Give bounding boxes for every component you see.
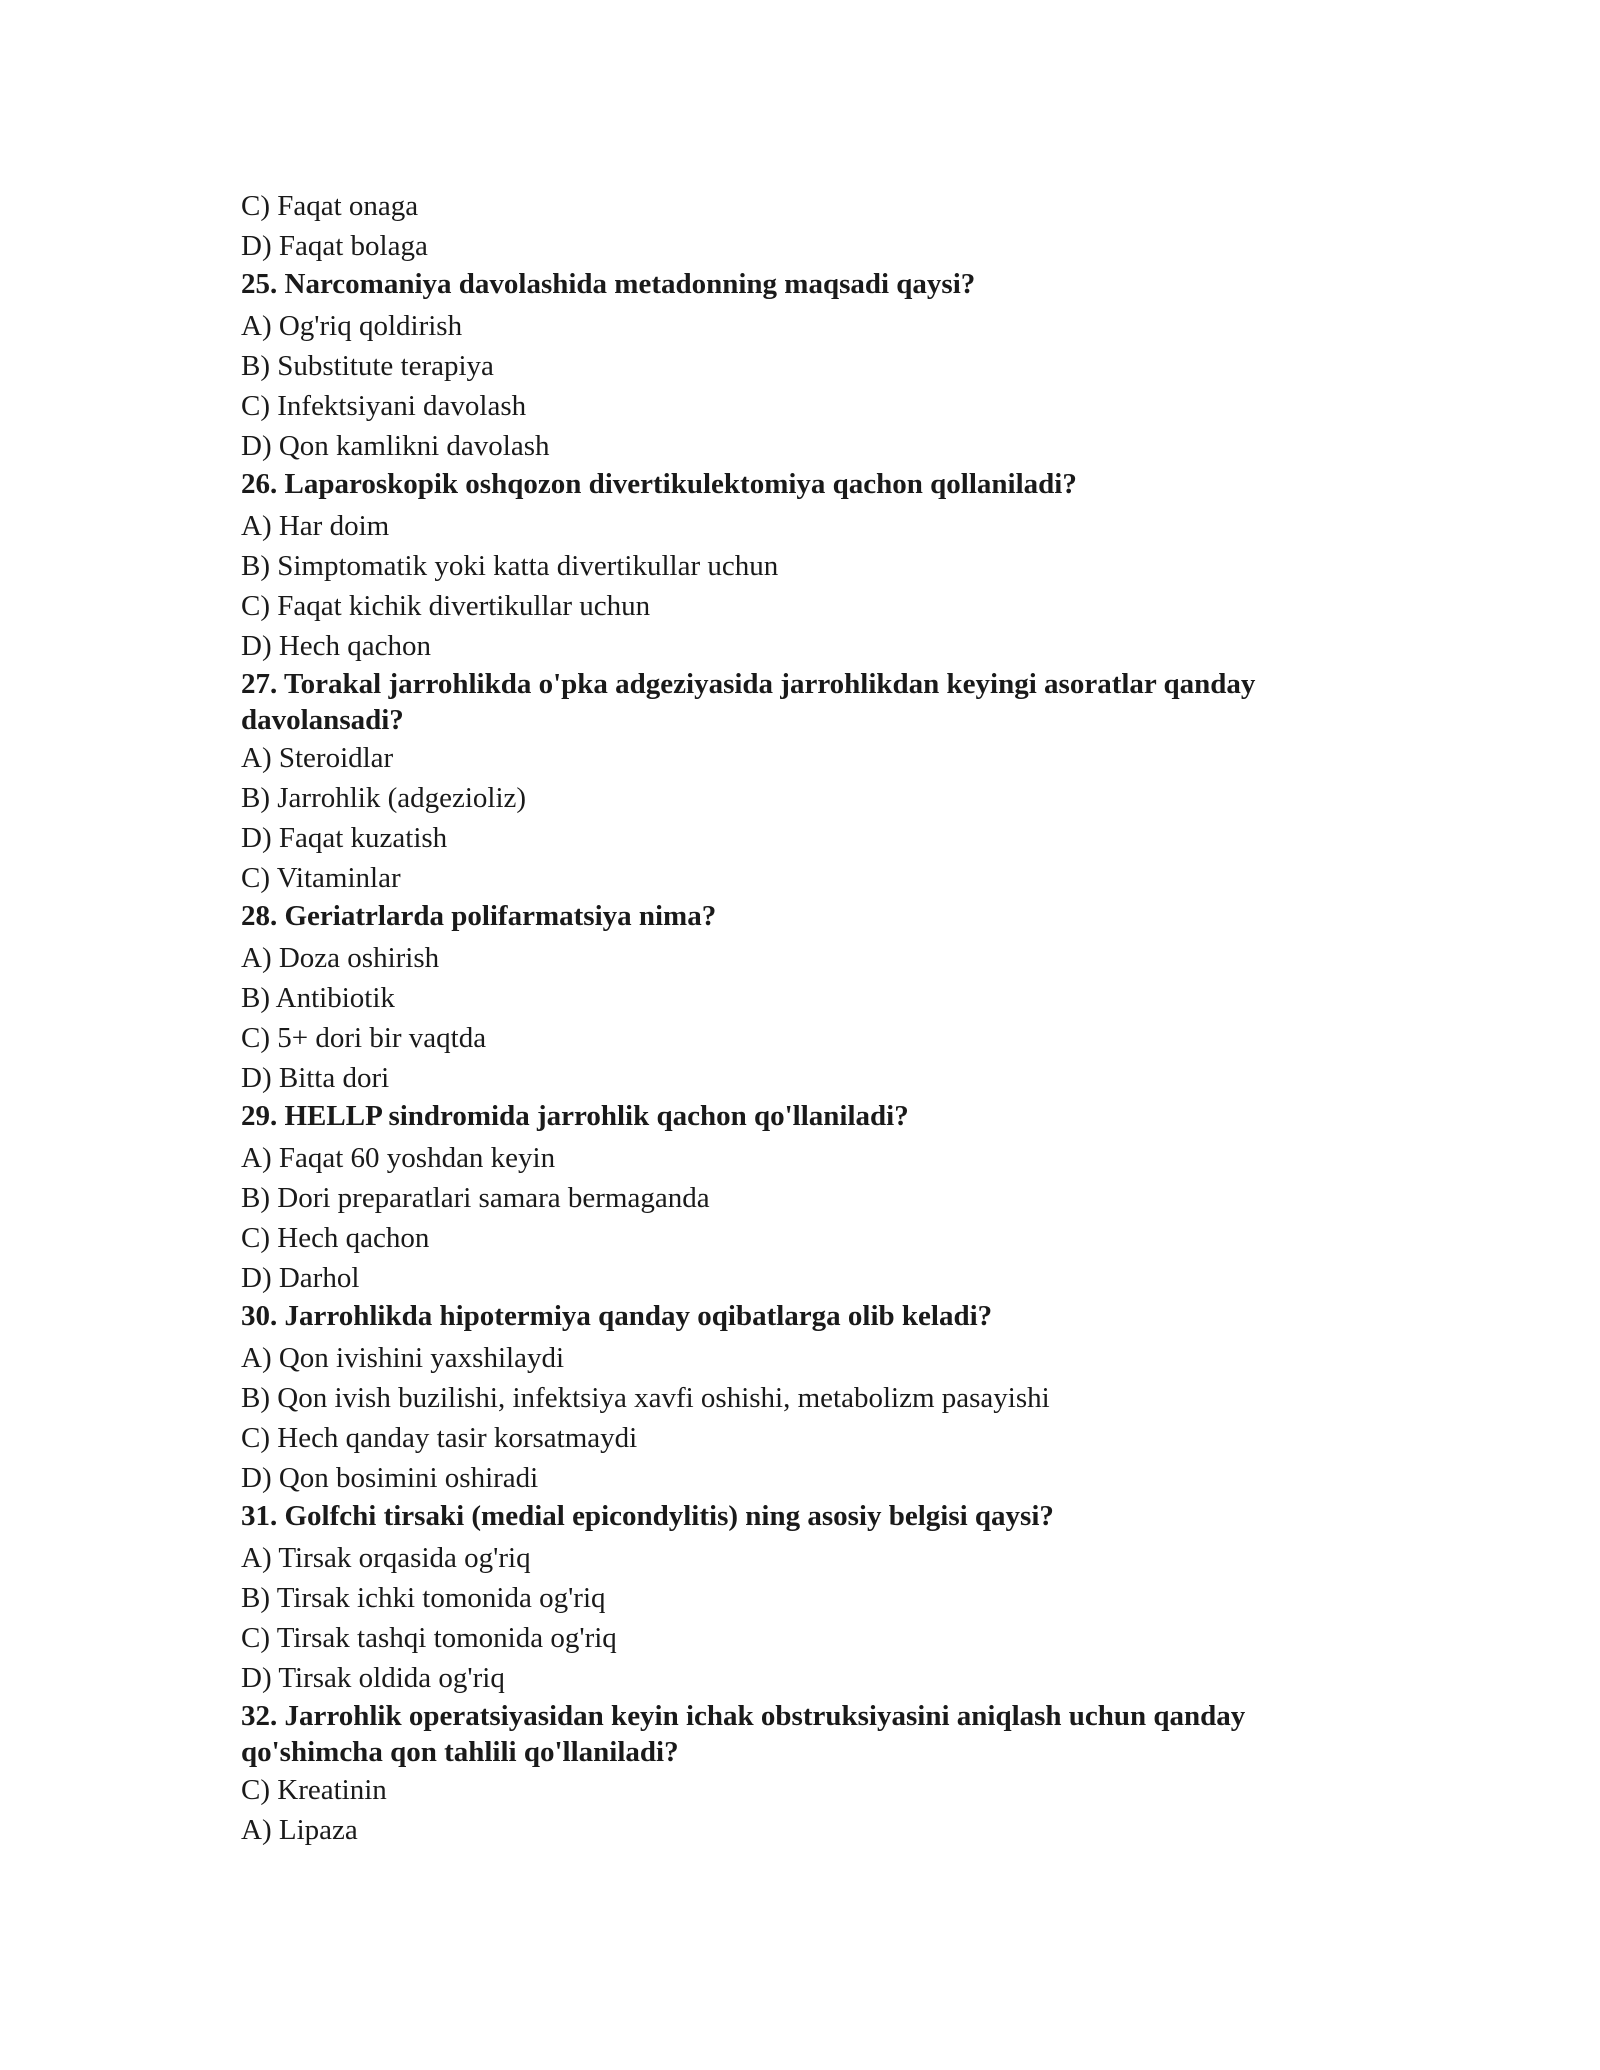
question-25 [241, 266, 1381, 466]
question-28 [241, 898, 1381, 1098]
answer-option: C) Vitaminlar [241, 862, 401, 894]
answer-option: C) Infektsiyani davolash [241, 390, 527, 422]
question-text: 27. Torakal jarrohlikda o'pka adgeziyasida jarrohlikdan keyingi asoratlar qanday davolansadi? [241, 668, 1256, 736]
answer-option: C) Faqat onaga [241, 190, 419, 222]
question-32 [241, 1698, 1381, 1850]
answer-option: A) Doza oshirish [241, 942, 440, 974]
answer-option: B) Substitute terapiya [241, 350, 494, 382]
answer-option: C) Hech qanday tasir korsatmaydi [241, 1422, 638, 1454]
answer-option: A) Steroidlar [241, 742, 394, 774]
answer-option: A) Lipaza [241, 1814, 358, 1846]
answer-option: B) Jarrohlik (adgezioliz) [241, 782, 527, 814]
question-text: 30. Jarrohlikda hipotermiya qanday oqibatlarga olib keladi? [241, 1300, 993, 1332]
answer-option: D) Tirsak oldida og'riq [241, 1662, 505, 1694]
answer-option: C) Tirsak tashqi tomonida og'riq [241, 1622, 617, 1654]
question-text: 28. Geriatrlarda polifarmatsiya nima? [241, 900, 717, 932]
question-text: 31. Golfchi tirsaki (medial epicondylitis) ning asosiy belgisi qaysi? [241, 1500, 1054, 1532]
question-26 [241, 466, 1381, 666]
question-text: 26. Laparoskopik oshqozon divertikulektomiya qachon qollaniladi? [241, 468, 1077, 500]
question-text: 29. HELLP sindromida jarrohlik qachon qo'llaniladi? [241, 1100, 909, 1132]
lead-options [241, 186, 1381, 266]
answer-option: C) Kreatinin [241, 1774, 387, 1806]
answer-option: B) Dori preparatlari samara bermaganda [241, 1182, 710, 1214]
answer-option: A) Qon ivishini yaxshilaydi [241, 1342, 565, 1374]
answer-option: D) Qon kamlikni davolash [241, 430, 550, 462]
question-30 [241, 1298, 1381, 1498]
answer-option: A) Og'riq qoldirish [241, 310, 463, 342]
answer-option: D) Faqat bolaga [241, 230, 428, 262]
answer-option: D) Bitta dori [241, 1062, 390, 1094]
answer-option: B) Qon ivish buzilishi, infektsiya xavfi oshishi, metabolizm pasayishi [241, 1382, 1050, 1414]
answer-option: A) Faqat 60 yoshdan keyin [241, 1142, 556, 1174]
question-31 [241, 1498, 1381, 1698]
answer-option: D) Qon bosimini oshiradi [241, 1462, 539, 1494]
answer-option: D) Hech qachon [241, 630, 432, 662]
answer-option: B) Tirsak ichki tomonida og'riq [241, 1582, 606, 1614]
answer-option: B) Simptomatik yoki katta divertikullar uchun [241, 550, 779, 582]
question-text: 32. Jarrohlik operatsiyasidan keyin ichak obstruksiyasini aniqlash uchun qanday qo'shimcha qon tahlili qo'llaniladi? [241, 1700, 1246, 1768]
answer-option: C) 5+ dori bir vaqtda [241, 1022, 487, 1054]
question-text: 25. Narcomaniya davolashida metadonning maqsadi qaysi? [241, 268, 976, 300]
question-27 [241, 666, 1381, 898]
document-page [241, 186, 1381, 1850]
answer-option: A) Har doim [241, 510, 390, 542]
answer-option: C) Faqat kichik divertikullar uchun [241, 590, 651, 622]
answer-option: A) Tirsak orqasida og'riq [241, 1542, 531, 1574]
question-29 [241, 1098, 1381, 1298]
answer-option: C) Hech qachon [241, 1222, 430, 1254]
answer-option: D) Faqat kuzatish [241, 822, 448, 854]
answer-option: D) Darhol [241, 1262, 360, 1294]
answer-option: B) Antibiotik [241, 982, 395, 1014]
